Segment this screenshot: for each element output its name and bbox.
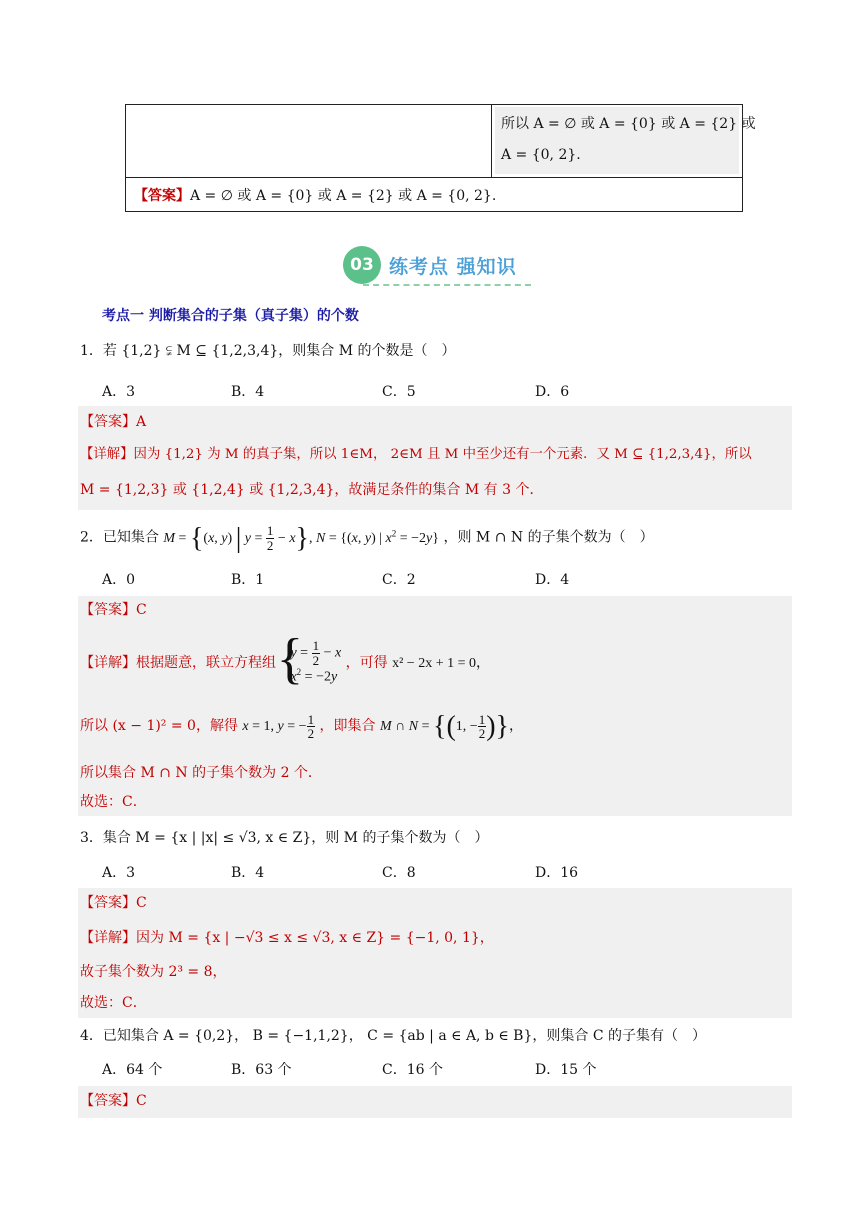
- table-divider-vertical: [491, 105, 492, 177]
- q4-option-b: B．63 个: [231, 1062, 292, 1078]
- q2-stem: [80, 516, 654, 554]
- q4-option-a: A．64 个: [102, 1062, 163, 1078]
- q3-answer: 【答案】C: [80, 895, 147, 911]
- section-title: 考点一 判断集合的子集（真子集）的个数: [102, 308, 359, 324]
- q2-set-expression: M = {(x, y) | y = $\frac{1}{2}$ − x}, N = {(x, y) | $x^2 = -2y$}: [163, 522, 439, 554]
- q2-detail-system-line: [80, 633, 490, 693]
- q1-answer: 【答案】A: [80, 414, 147, 430]
- table-shaded-cell: [495, 107, 756, 174]
- q3-detail-line-1: 【详解】因为 M = {x | −√3 ≤ x ≤ √3, x ∈ Z} = {−1, 0, 1}，: [80, 930, 494, 946]
- q2-line-a-mid: ，即集合: [319, 718, 376, 734]
- q1-detail-line-2: M = {1,2,3} 或 {1,2,4} 或 {1,2,3,4}，故满足条件的集合 M 有 3 个．: [80, 482, 544, 498]
- q1-option-a: A．3: [102, 384, 136, 400]
- q2-solution-values: x = 1, y = − $\frac{1}{2}$: [242, 711, 315, 742]
- top-answer-table: [125, 104, 756, 212]
- q4-option-d: D．15 个: [535, 1062, 597, 1078]
- q1-option-d: D．6: [535, 384, 570, 400]
- q2-solution-block: [78, 596, 792, 816]
- q2-detail-label: 【详解】根据题意，联立方程组: [80, 655, 276, 671]
- q3-stem: 3．集合 M = {x | |x| ≤ √3, x ∈ Z}，则 M 的子集个数为（ ）: [80, 830, 489, 846]
- q4-answer: 【答案】C: [80, 1093, 147, 1109]
- answer-label: 【答案】: [134, 188, 190, 204]
- q1-option-c: C．5: [382, 384, 416, 400]
- q3-option-a: A．3: [102, 865, 136, 881]
- q4-solution-block: [78, 1086, 792, 1118]
- q4-option-c: C．16 个: [382, 1062, 443, 1078]
- q3-detail-line-3: 故选：C．: [80, 995, 147, 1011]
- q2-detail-equation: x² − 2x + 1 = 0，: [392, 656, 490, 671]
- answer-text: A = ∅ 或 A = {0} 或 A = {2} 或 A = {0, 2}.: [190, 188, 497, 204]
- q2-option-c: C．2: [382, 572, 416, 588]
- top-answer-row: [134, 185, 496, 205]
- table-divider-horizontal: [126, 177, 742, 178]
- q2-equation-system: { y = $\frac{1}{2}$ − x $x^2 = -2y$: [280, 639, 341, 687]
- section-banner: [343, 246, 543, 290]
- badge-number: 03: [343, 246, 381, 284]
- q3-option-d: D．16: [535, 865, 579, 881]
- q2-line-a-prefix: 所以 (x − 1)² = 0，解得: [80, 718, 238, 734]
- cell-line-2: A = {0, 2}.: [501, 147, 581, 163]
- banner-dashed-underline: [363, 284, 531, 286]
- q3-option-c: C．8: [382, 865, 416, 881]
- q2-stem-suffix: ，则 M ∩ N 的子集个数为（ ）: [443, 529, 654, 546]
- q3-solution-block: [78, 888, 792, 1018]
- q2-detail-mid: ，可得: [345, 655, 388, 671]
- q2-answer: 【答案】C: [80, 602, 147, 618]
- q4-stem: 4．已知集合 A = {0,2}， B = {−1,1,2}， C = {ab | a ∈ A, b ∈ B}，则集合 C 的子集有（ ）: [80, 1028, 706, 1044]
- q1-detail-line-1: 【详解】因为 {1,2} 为 M 的真子集，所以 1∈M， 2∈M 且 M 中至少还有一个元素．又 M ⊆ {1,2,3,4}，所以: [80, 447, 752, 462]
- q2-detail-line-b: 所以集合 M ∩ N 的子集个数为 2 个．: [80, 765, 322, 781]
- q3-detail-line-2: 故子集个数为 2³ = 8，: [80, 964, 227, 980]
- q2-option-d: D．4: [535, 572, 570, 588]
- q2-option-a: A．0: [102, 572, 136, 588]
- q1-option-b: B．4: [231, 384, 265, 400]
- q2-intersection-set: M ∩ N = {(1, − $\frac{1}{2}$ )}，: [379, 710, 523, 742]
- cell-line-1: 所以 A = ∅ 或 A = {0} 或 A = {2} 或: [501, 116, 756, 132]
- q2-detail-line-c: 故选：C．: [80, 794, 147, 810]
- q2-detail-solve-line: [80, 708, 523, 744]
- q2-stem-prefix: 2．已知集合: [80, 529, 159, 546]
- q2-option-b: B．1: [231, 572, 265, 588]
- banner-title: 练考点 强知识: [389, 256, 517, 278]
- q3-option-b: B．4: [231, 865, 265, 881]
- q1-stem: 1．若 {1,2} ⫋ M ⊆ {1,2,3,4}，则集合 M 的个数是（ ）: [80, 343, 456, 359]
